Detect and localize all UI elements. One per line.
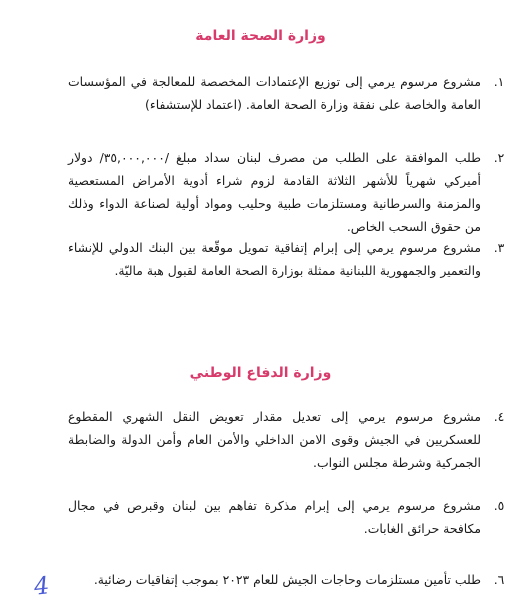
item-text: طلب تأمين مستلزمات وحاجات الجيش للعام ٢٠٢٣ بموجب إتفاقيات رضائية.: [93, 572, 481, 587]
agenda-item-4: [68, 405, 505, 474]
section-title-defense: وزارة الدفاع الوطني: [189, 365, 332, 381]
agenda-item-2: [68, 146, 505, 238]
item-number: .٥: [493, 498, 505, 513]
item-number: .١: [493, 74, 505, 89]
item-number: .٣: [493, 240, 505, 255]
item-number: .٤: [493, 409, 505, 424]
section-title-health: وزارة الصحة العامة: [195, 28, 326, 44]
item-text: مشروع مرسوم يرمي إلى إبرام إتفاقية تمويل موقّعة بين البنك الدولي للإنشاء والتعمير والجمهورية اللبنانية ممثلة بوزارة الصحة العامة لقبول هبة ماليّة.: [68, 240, 481, 278]
agenda-item-1: [68, 70, 505, 116]
item-text: مشروع مرسوم يرمي إلى توزيع الإعتمادات المخصصة للمعالجة في المؤسسات العامة والخاصة على نفقة وزارة الصحة العامة. (اعتماد للإستشفاء): [68, 74, 481, 112]
handwritten-page-number: 4: [32, 571, 51, 601]
item-number: .٢: [493, 150, 505, 165]
agenda-item-3: [68, 236, 505, 282]
item-number: .٦: [493, 572, 505, 587]
agenda-item-5: [68, 494, 505, 540]
item-text: مشروع مرسوم يرمي إلى إبرام مذكرة تفاهم بين لبنان وقبرص في مجال مكافحة حرائق الغابات.: [68, 498, 481, 536]
agenda-item-6: [68, 568, 505, 591]
item-text: طلب الموافقة على الطلب من مصرف لبنان سداد مبلغ /٣٥,٠٠٠,٠٠٠/ دولار أميركي شهرياً للأشهر الثلاثة القادمة لزوم شراء أدوية الأمراض المستعصية والمزمنة والسرطانية ومستلزمات طبية وحليب ومواد أولية لصناعة الدواء وذلك من حقوق السحب الخاص.: [68, 150, 481, 234]
item-text: مشروع مرسوم يرمي إلى تعديل مقدار تعويض النقل الشهري المقطوع للعسكريين في الجيش وقوى الامن الداخلي والأمن العام وأمن الدولة والضابطة الجمركية وشرطة مجلس النواب.: [68, 409, 481, 470]
